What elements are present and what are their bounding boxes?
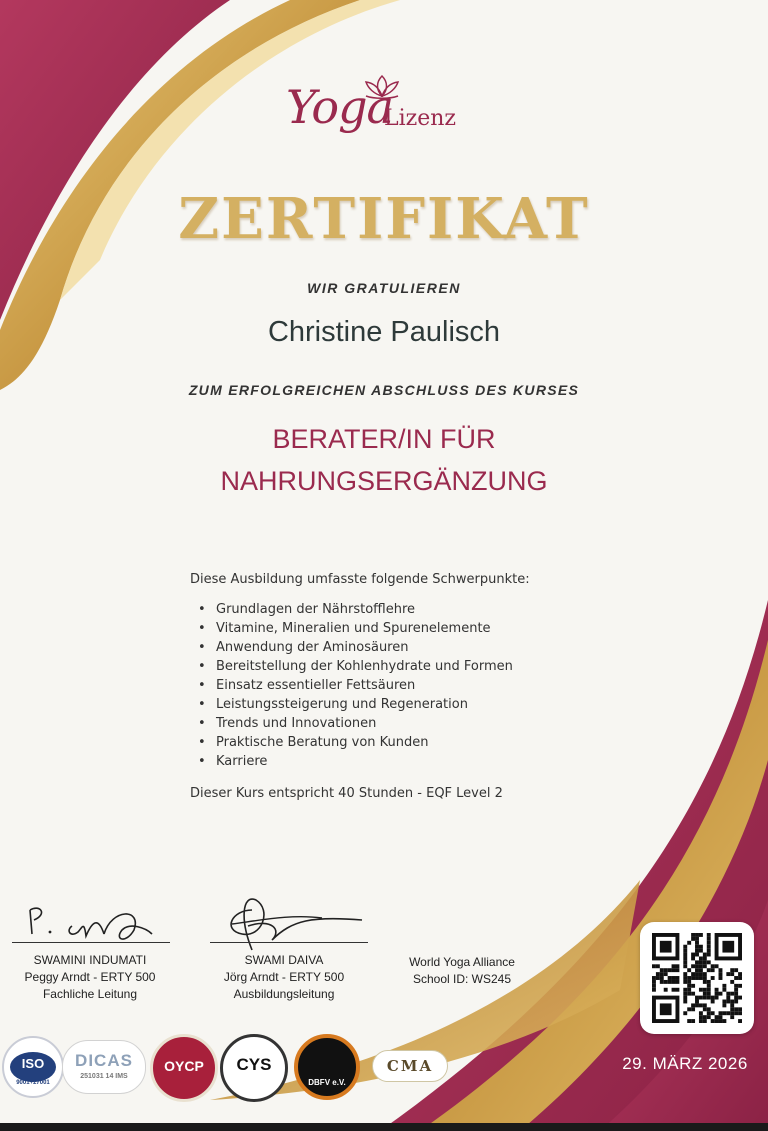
course-intro: ZUM ERFOLGREICHEN ABSCHLUSS DES KURSES bbox=[188, 382, 580, 398]
signature-2-name: SWAMI DAIVA bbox=[244, 953, 324, 967]
signature-1-name: SWAMINI INDUMATI bbox=[33, 953, 147, 967]
alliance-name: World Yoga Alliance bbox=[409, 955, 515, 969]
logo-yoga-text: Yoga bbox=[286, 80, 393, 134]
alliance-school-id: School ID: WS245 bbox=[412, 972, 512, 986]
signature-2-person: Jörg Arndt - ERTY 500 bbox=[223, 970, 345, 984]
list-item: • Leistungssteigerung und Regeneration bbox=[198, 697, 468, 712]
bullet-icon: • bbox=[198, 659, 206, 674]
course-name-line-2: NAHRUNGSERGÄNZUNG bbox=[220, 466, 548, 496]
list-item: • Vitamine, Mineralien und Spurenelemente bbox=[198, 621, 491, 636]
list-item: • Praktische Beratung von Kunden bbox=[198, 735, 429, 750]
bullet-icon: • bbox=[198, 754, 206, 769]
dicas-badge bbox=[62, 1040, 146, 1094]
recipient-name: Christine Paulisch bbox=[267, 316, 501, 348]
signature-1-drawing bbox=[22, 900, 172, 946]
cma-badge-text: CMA bbox=[386, 1057, 434, 1075]
signature-2-drawing bbox=[212, 890, 372, 956]
dicas-badge-text: DICAS bbox=[75, 1051, 133, 1070]
dbfv-badge-text: DBFV e.V. bbox=[308, 1078, 346, 1087]
signature-1-role: Fachliche Leitung bbox=[42, 987, 138, 1001]
focus-list bbox=[198, 600, 513, 771]
dbfv-badge bbox=[294, 1034, 360, 1100]
list-item: • Bereitstellung der Kohlenhydrate und Formen bbox=[198, 659, 513, 674]
bullet-icon: • bbox=[198, 678, 206, 693]
logo-lizenz-text: Lizenz bbox=[384, 106, 457, 131]
signature-2-block bbox=[204, 952, 364, 1003]
iso-badge-text: ISO bbox=[21, 1056, 45, 1071]
bullet-icon: • bbox=[198, 735, 206, 750]
list-item: • Einsatz essentieller Fettsäuren bbox=[198, 678, 416, 693]
congratulations-heading: WIR GRATULIEREN bbox=[307, 280, 461, 296]
bullet-icon: • bbox=[198, 716, 206, 731]
course-name-line-1: BERATER/IN FÜR bbox=[272, 424, 496, 454]
focus-intro: Diese Ausbildung umfasste folgende Schwerpunkte: bbox=[190, 572, 530, 587]
list-item: • Trends und Innovationen bbox=[198, 716, 377, 731]
certificate-title: ZERTIFIKAT bbox=[178, 186, 590, 252]
bottom-bar bbox=[0, 1123, 768, 1131]
cys-badge bbox=[220, 1034, 288, 1102]
signature-2-role: Ausbildungsleitung bbox=[233, 987, 335, 1001]
oycp-badge bbox=[150, 1034, 218, 1102]
signature-1-person: Peggy Arndt - ERTY 500 bbox=[24, 970, 156, 984]
cma-badge bbox=[372, 1050, 448, 1082]
cys-badge-text: CYS bbox=[236, 1055, 272, 1074]
qr-code-card[interactable] bbox=[640, 922, 754, 1034]
bullet-icon: • bbox=[198, 697, 206, 712]
qr-code-icon[interactable] bbox=[651, 933, 743, 1023]
yoga-lizenz-logo bbox=[280, 72, 470, 152]
bullet-icon: • bbox=[198, 640, 206, 655]
iso-certification-badge bbox=[2, 1036, 64, 1098]
signature-2-line bbox=[210, 942, 368, 943]
iso-badge-subtext: 9001+27001 bbox=[16, 1080, 50, 1086]
list-item: • Anwendung der Aminosäuren bbox=[198, 640, 409, 655]
bullet-icon: • bbox=[198, 621, 206, 636]
signature-1-block bbox=[10, 952, 170, 1003]
signature-1-line bbox=[12, 942, 170, 943]
alliance-block bbox=[392, 954, 532, 988]
list-item: • Karriere bbox=[198, 754, 268, 769]
dicas-badge-subtext: 251031 14 IMS bbox=[80, 1073, 128, 1080]
course-hours: Dieser Kurs entspricht 40 Stunden - EQF Level 2 bbox=[190, 786, 503, 801]
list-item: • Grundlagen der Nährstofflehre bbox=[198, 602, 416, 617]
bullet-icon: • bbox=[198, 602, 206, 617]
oycp-badge-text: OYCP bbox=[164, 1058, 204, 1074]
issue-date: 29. MÄRZ 2026 bbox=[622, 1054, 748, 1073]
